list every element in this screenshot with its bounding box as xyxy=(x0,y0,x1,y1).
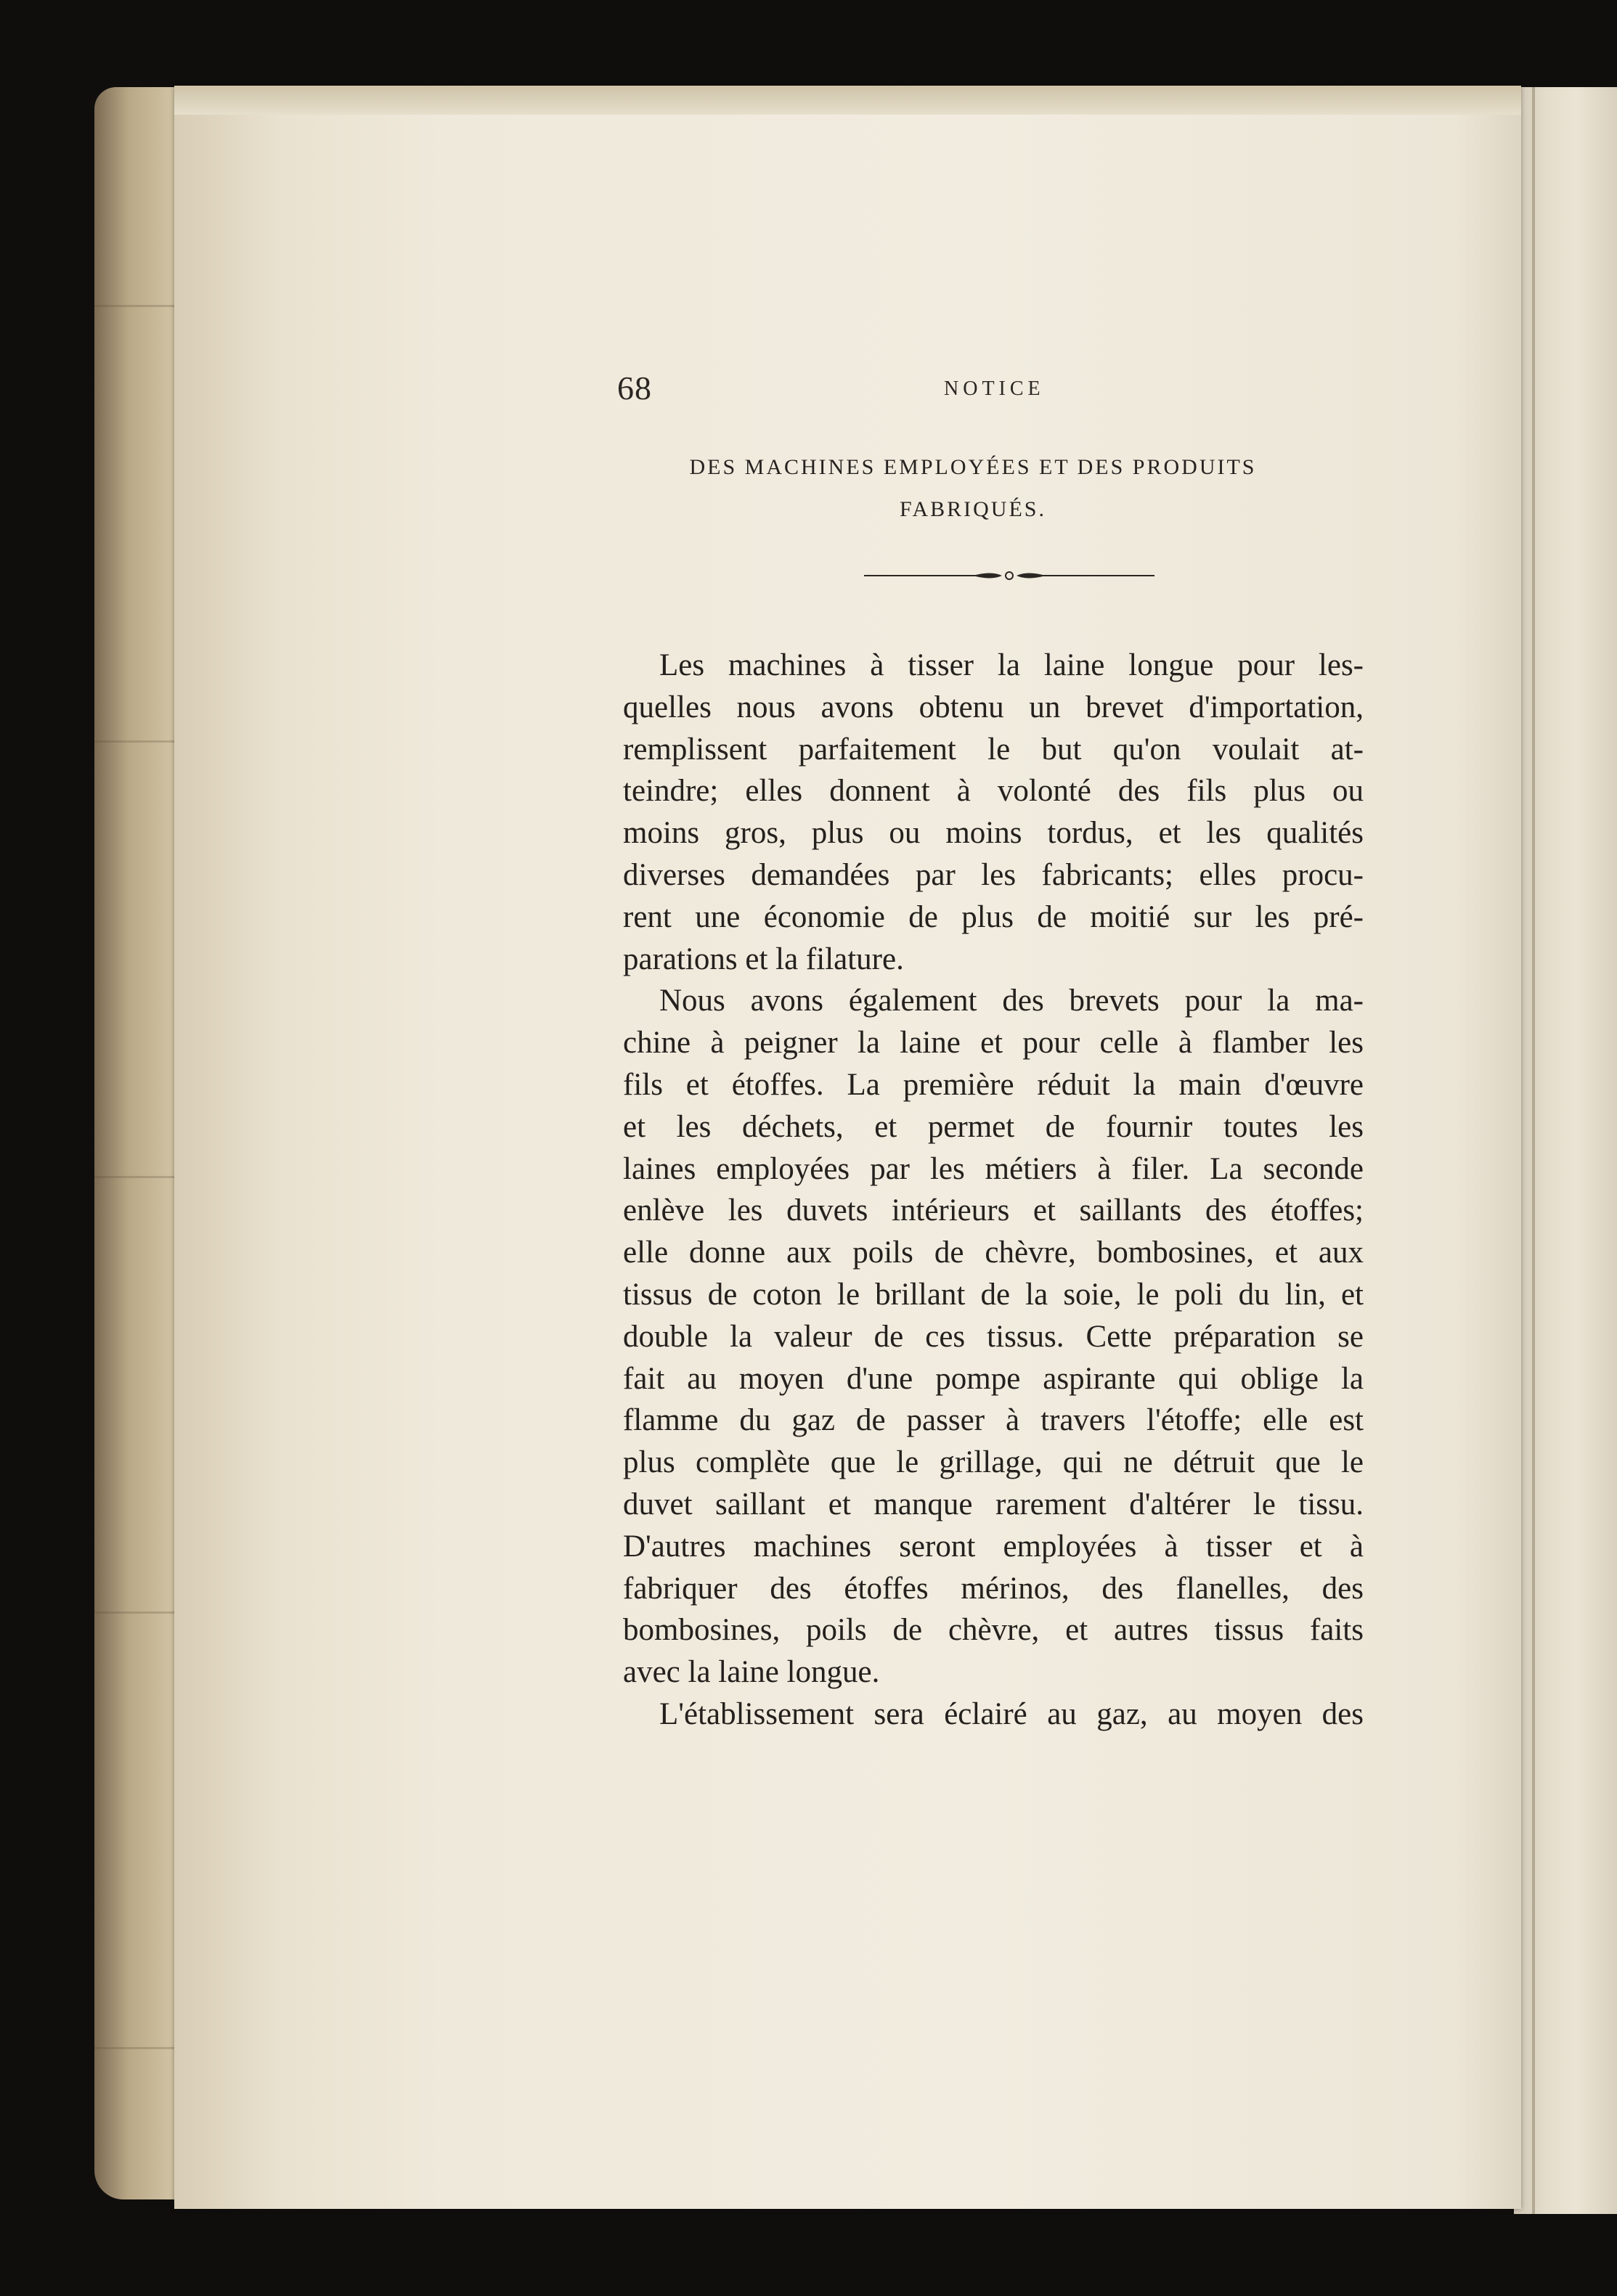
text-line: plus complète que le grillage, qui ne détruit que le xyxy=(623,1445,1364,1480)
text-line: flamme du gaz de passer à travers l'étoffe; elle est xyxy=(623,1403,1364,1438)
text-line: bombosines, poils de chèvre, et autres tissus faits xyxy=(623,1613,1364,1648)
text-line: et les déchets, et permet de fournir toutes les xyxy=(623,1109,1364,1144)
page-header xyxy=(174,369,1521,412)
book-page xyxy=(174,86,1521,2209)
running-title: NOTICE xyxy=(944,377,1045,400)
text-line: double la valeur de ces tissus. Cette préparation se xyxy=(623,1319,1364,1354)
text-line: fabriquer des étoffes mérinos, des flanelles, des xyxy=(623,1571,1364,1606)
section-heading xyxy=(610,446,1336,531)
text-line: rent une économie de plus de moitié sur les pré- xyxy=(623,899,1364,934)
page-number: 68 xyxy=(617,369,652,407)
text-line: moins gros, plus ou moins tordus, et les qualités xyxy=(623,816,1364,851)
text-line: diverses demandées par les fabricants; elles procu- xyxy=(623,857,1364,892)
text-line: laines employées par les métiers à filer. La seconde xyxy=(623,1151,1364,1186)
text-line: Nous avons également des brevets pour la ma- xyxy=(659,984,1364,1018)
section-heading-line-1: DES MACHINES EMPLOYÉES ET DES PRODUITS xyxy=(689,455,1257,479)
text-line: teindre; elles donnent à volonté des fils plus ou xyxy=(623,774,1364,809)
text-line: avec la laine longue. xyxy=(623,1655,880,1690)
text-line: D'autres machines seront employées à tisser et à xyxy=(623,1529,1364,1564)
text-line: chine à peigner la laine et pour celle à flamber les xyxy=(623,1026,1364,1061)
page-top-edge xyxy=(174,86,1521,115)
ornament-divider xyxy=(864,565,1154,587)
text-line: quelles nous avons obtenu un brevet d'importation, xyxy=(623,690,1364,724)
text-line: Les machines à tisser la laine longue pour les- xyxy=(659,648,1364,682)
body-text xyxy=(623,645,1364,1736)
text-line: fait au moyen d'une pompe aspirante qui oblige la xyxy=(623,1361,1364,1396)
book-page-edges-right xyxy=(1514,87,1617,2214)
text-line: L'établissement sera éclairé au gaz, au moyen des xyxy=(659,1696,1364,1731)
section-heading-line-2: FABRIQUÉS. xyxy=(900,497,1046,521)
paragraph-1 xyxy=(623,645,1364,980)
paragraph-2 xyxy=(623,980,1364,1694)
text-line: remplissent parfaitement le but qu'on voulait at- xyxy=(623,732,1364,767)
text-line: elle donne aux poils de chèvre, bombosines, et aux xyxy=(623,1235,1364,1270)
text-line: fils et étoffes. La première réduit la main d'œuvre xyxy=(623,1067,1364,1102)
paragraph-3 xyxy=(623,1694,1364,1736)
text-line: enlève les duvets intérieurs et saillants des étoffes; xyxy=(623,1193,1364,1228)
text-line: duvet saillant et manque rarement d'altérer le tissu. xyxy=(623,1487,1364,1521)
text-line: parations et la filature. xyxy=(623,941,904,976)
text-line: tissus de coton le brillant de la soie, le poli du lin, et xyxy=(623,1277,1364,1312)
